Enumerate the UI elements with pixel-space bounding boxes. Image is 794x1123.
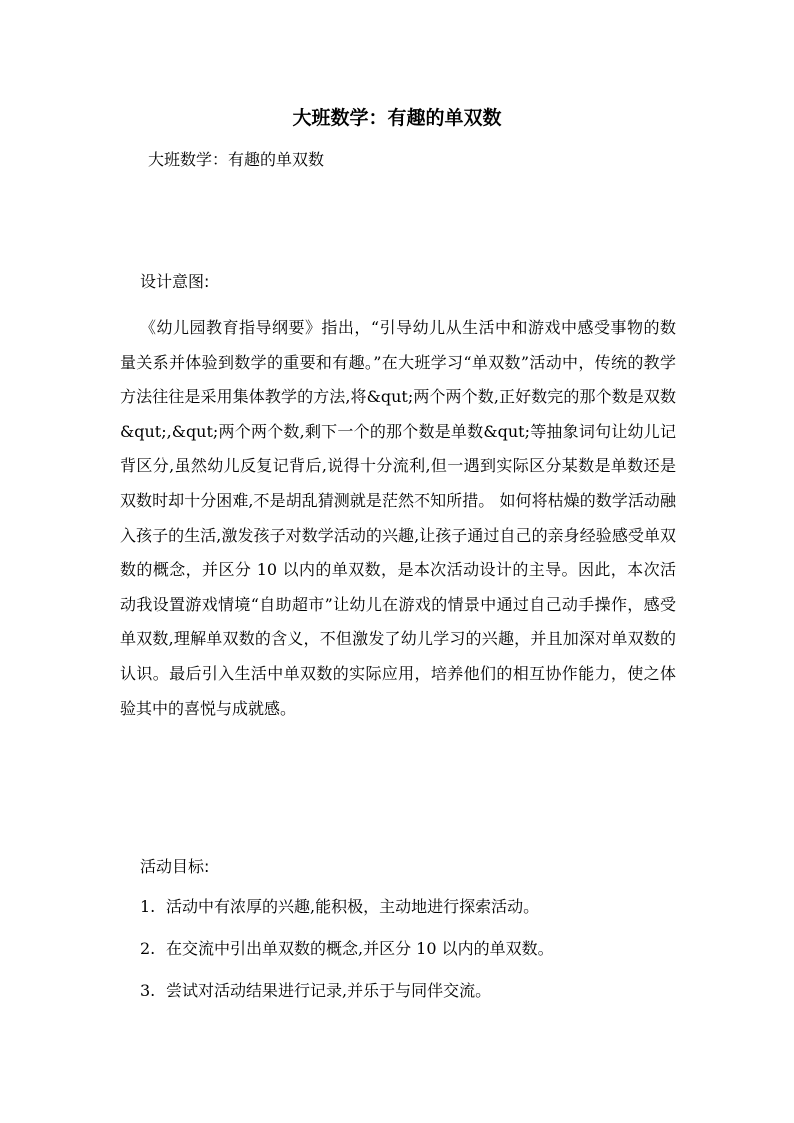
goals-heading: 活动目标: [140,857,210,876]
list-item [140,937,554,979]
goal-text: 在交流中引出单双数的概念,并区分 10 以内的单双数。 [166,939,554,958]
design-intent-heading: 设计意图: [140,272,210,291]
design-intent-paragraph: 《幼儿园教育指导纲要》指出，“引导幼儿从生活中和游戏中感受事物的数量关系并体验到数学的重要和有趣。”在大班学习“单双数”活动中，传统的教学方法往往是采用集体教学的方法,将&qut;两个两个数,正好数完的那个数是双数&qut;,&qut;两个两个数,剩下一个的那个数是单数&qut;等抽象词句让幼儿记背区分,虽然幼儿反复记背后,说得十分流利,但一遇到实际区分某数是单数还是双数时却十分困难,不是胡乱猜测就是茫然不知所措。 如何将枯燥的数学活动融入孩子的生活,激发孩子对数学活动的兴趣,让孩子通过自己的亲身经验感受单双数的概念，并区分 10 以内的单双数，是本次活动设计的主导。因此，本次活动我设置游戏情境“自助超市”让幼儿在游戏的情景中通过自己动手操作，感受单双数,理解单双数的含义，不但激发了幼儿学习的兴趣，并且加深对单双数的认识。最后引入生活中单双数的实际应用，培养他们的相互协作能力，使之体验其中的喜悦与成就感。 [120,318,676,718]
list-item [140,895,554,937]
goal-number: 1. [140,897,156,916]
goal-number: 3. [140,981,156,1000]
document-title: 大班数学：有趣的单双数 [292,107,502,129]
goal-number: 2. [140,939,156,958]
goal-text: 尝试对活动结果进行记录,并乐于与同伴交流。 [166,981,492,1000]
document-subtitle: 大班数学：有趣的单双数 [148,150,325,169]
goals-list [140,895,554,1021]
list-item [140,979,554,1021]
goal-text: 活动中有浓厚的兴趣,能积极，主动地进行探索活动。 [166,897,540,916]
